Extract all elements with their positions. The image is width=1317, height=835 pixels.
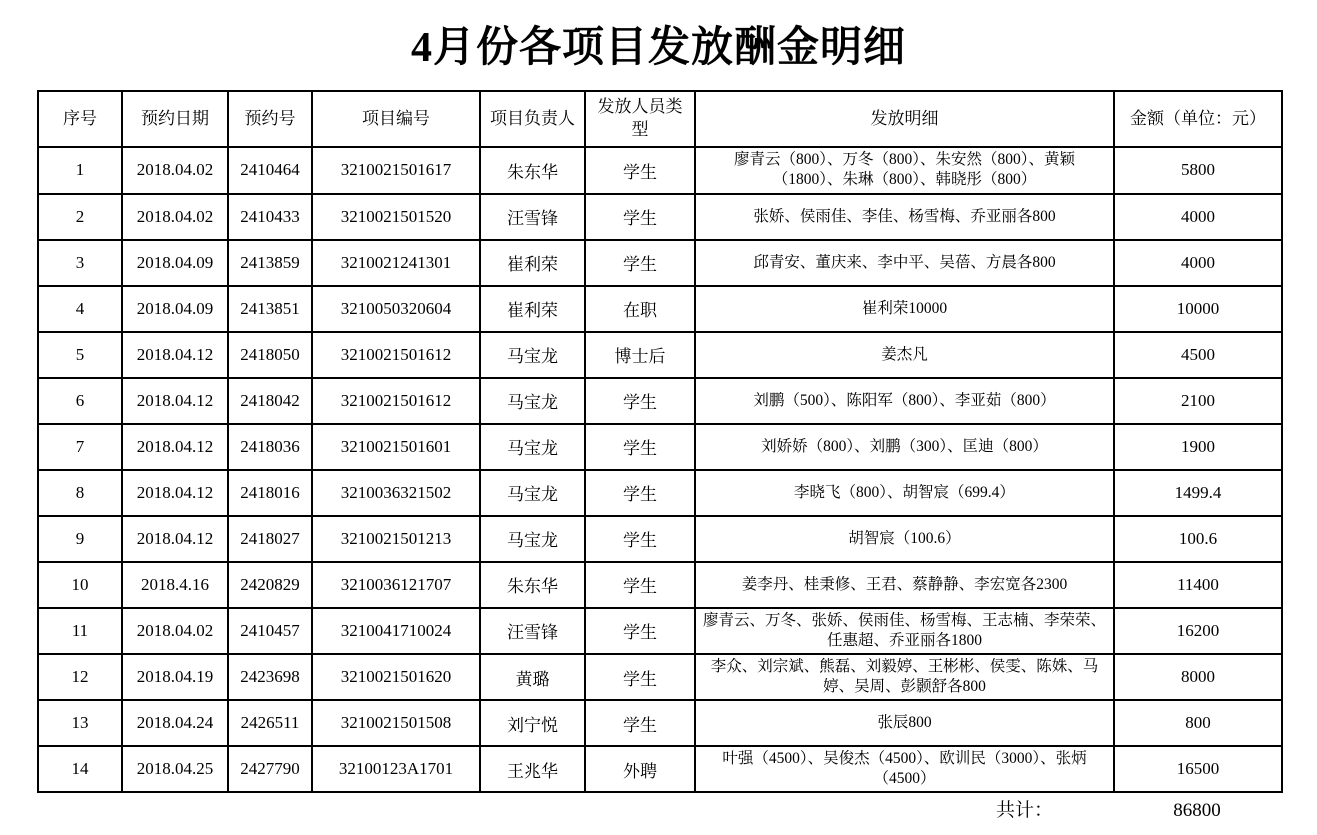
header-cell-type: 发放人员类型 [585, 91, 695, 147]
header-cell-project-no: 项目编号 [312, 91, 480, 147]
cell-leader: 朱东华 [480, 147, 585, 193]
cell-leader: 崔利荣 [480, 240, 585, 286]
cell-detail: 张娇、侯雨佳、李佳、杨雪梅、乔亚丽各800 [695, 194, 1114, 240]
table-header-row [38, 91, 1282, 147]
table-row [38, 194, 1282, 240]
cell-leader: 汪雪锋 [480, 194, 585, 240]
cell-leader: 马宝龙 [480, 516, 585, 562]
cell-project-no: 3210021501508 [312, 700, 480, 746]
cell-amount: 8000 [1114, 654, 1282, 700]
total-amount: 86800 [1173, 800, 1221, 822]
cell-project-no: 3210021501617 [312, 147, 480, 193]
cell-seq: 12 [38, 654, 122, 700]
table-row [38, 608, 1282, 654]
cell-seq: 3 [38, 240, 122, 286]
cell-seq: 11 [38, 608, 122, 654]
cell-date: 2018.04.12 [122, 332, 228, 378]
cell-type: 学生 [585, 562, 695, 608]
cell-reservation-no: 2413859 [228, 240, 312, 286]
page-title: 4月份各项目发放酬金明细 [410, 25, 906, 71]
cell-seq: 9 [38, 516, 122, 562]
cell-leader: 崔利荣 [480, 286, 585, 332]
table-row [38, 654, 1282, 700]
cell-amount: 11400 [1114, 562, 1282, 608]
cell-amount: 10000 [1114, 286, 1282, 332]
cell-seq: 6 [38, 378, 122, 424]
cell-date: 2018.4.16 [122, 562, 228, 608]
table-row [38, 286, 1282, 332]
cell-detail: 廖青云、万冬、张娇、侯雨佳、杨雪梅、王志楠、李荣荣、任惠超、乔亚丽各1800 [695, 608, 1114, 654]
cell-project-no: 3210021501620 [312, 654, 480, 700]
cell-type: 学生 [585, 378, 695, 424]
cell-detail: 李晓飞（800）、胡智宸（699.4） [695, 470, 1114, 516]
header-cell-detail: 发放明细 [695, 91, 1114, 147]
cell-type: 博士后 [585, 332, 695, 378]
cell-type: 学生 [585, 470, 695, 516]
cell-date: 2018.04.19 [122, 654, 228, 700]
cell-date: 2018.04.02 [122, 147, 228, 193]
cell-type: 在职 [585, 286, 695, 332]
cell-reservation-no: 2413851 [228, 286, 312, 332]
table-body [38, 147, 1282, 792]
table-row [38, 470, 1282, 516]
cell-amount: 5800 [1114, 147, 1282, 193]
cell-type: 学生 [585, 424, 695, 470]
cell-detail: 廖青云（800）、万冬（800）、朱安然（800）、黄颖（1800）、朱琳（800）、韩晓彤（800） [695, 147, 1114, 193]
cell-leader: 汪雪锋 [480, 608, 585, 654]
cell-detail: 邱青安、董庆来、李中平、吴蓓、方晨各800 [695, 240, 1114, 286]
cell-date: 2018.04.12 [122, 516, 228, 562]
cell-seq: 13 [38, 700, 122, 746]
cell-amount: 16500 [1114, 746, 1282, 792]
cell-type: 学生 [585, 654, 695, 700]
cell-seq: 2 [38, 194, 122, 240]
cell-reservation-no: 2418042 [228, 378, 312, 424]
cell-amount: 800 [1114, 700, 1282, 746]
cell-detail: 李众、刘宗斌、熊磊、刘毅婷、王彬彬、侯雯、陈姝、马婷、吴周、彭颢舒各800 [695, 654, 1114, 700]
cell-reservation-no: 2418016 [228, 470, 312, 516]
cell-type: 学生 [585, 147, 695, 193]
cell-date: 2018.04.02 [122, 194, 228, 240]
cell-project-no: 32100123A1701 [312, 746, 480, 792]
table-row [38, 424, 1282, 470]
header-cell-seq: 序号 [38, 91, 122, 147]
cell-date: 2018.04.09 [122, 240, 228, 286]
cell-detail: 姜李丹、桂秉修、王君、蔡静静、李宏宽各2300 [695, 562, 1114, 608]
cell-seq: 8 [38, 470, 122, 516]
header-cell-date: 预约日期 [122, 91, 228, 147]
cell-date: 2018.04.24 [122, 700, 228, 746]
cell-project-no: 3210041710024 [312, 608, 480, 654]
cell-amount: 1499.4 [1114, 470, 1282, 516]
cell-detail: 刘鹏（500）、陈阳军（800）、李亚茹（800） [695, 378, 1114, 424]
cell-amount: 1900 [1114, 424, 1282, 470]
cell-project-no: 3210036121707 [312, 562, 480, 608]
cell-type: 学生 [585, 194, 695, 240]
cell-detail: 胡智宸（100.6） [695, 516, 1114, 562]
table-row [38, 378, 1282, 424]
cell-reservation-no: 2418050 [228, 332, 312, 378]
cell-detail: 姜杰凡 [695, 332, 1114, 378]
cell-seq: 10 [38, 562, 122, 608]
cell-project-no: 3210021501520 [312, 194, 480, 240]
cell-reservation-no: 2410457 [228, 608, 312, 654]
cell-leader: 朱东华 [480, 562, 585, 608]
cell-date: 2018.04.02 [122, 608, 228, 654]
cell-seq: 14 [38, 746, 122, 792]
cell-leader: 黄璐 [480, 654, 585, 700]
cell-date: 2018.04.25 [122, 746, 228, 792]
table-row [38, 332, 1282, 378]
cell-date: 2018.04.12 [122, 424, 228, 470]
cell-detail: 刘娇娇（800）、刘鹏（300）、匡迪（800） [695, 424, 1114, 470]
payroll-table [37, 90, 1283, 793]
cell-project-no: 3210021501612 [312, 332, 480, 378]
table-row [38, 700, 1282, 746]
cell-leader: 刘宁悦 [480, 700, 585, 746]
cell-detail: 张辰800 [695, 700, 1114, 746]
cell-seq: 4 [38, 286, 122, 332]
cell-project-no: 3210021241301 [312, 240, 480, 286]
cell-leader: 马宝龙 [480, 424, 585, 470]
cell-amount: 4000 [1114, 194, 1282, 240]
cell-seq: 1 [38, 147, 122, 193]
total-row [37, 798, 1281, 824]
table-row [38, 516, 1282, 562]
cell-detail: 崔利荣10000 [695, 286, 1114, 332]
header-cell-amount: 金额（单位：元） [1114, 91, 1282, 147]
cell-reservation-no: 2427790 [228, 746, 312, 792]
cell-type: 学生 [585, 516, 695, 562]
table-row [38, 746, 1282, 792]
cell-leader: 马宝龙 [480, 470, 585, 516]
cell-date: 2018.04.12 [122, 470, 228, 516]
cell-date: 2018.04.12 [122, 378, 228, 424]
cell-leader: 马宝龙 [480, 332, 585, 378]
cell-leader: 马宝龙 [480, 378, 585, 424]
cell-seq: 7 [38, 424, 122, 470]
cell-reservation-no: 2418036 [228, 424, 312, 470]
table-row [38, 147, 1282, 193]
table-row [38, 240, 1282, 286]
cell-reservation-no: 2410464 [228, 147, 312, 193]
cell-amount: 16200 [1114, 608, 1282, 654]
table-row [38, 562, 1282, 608]
cell-reservation-no: 2426511 [228, 700, 312, 746]
cell-type: 学生 [585, 700, 695, 746]
cell-reservation-no: 2420829 [228, 562, 312, 608]
cell-amount: 4500 [1114, 332, 1282, 378]
cell-amount: 100.6 [1114, 516, 1282, 562]
header-cell-leader: 项目负责人 [480, 91, 585, 147]
cell-reservation-no: 2410433 [228, 194, 312, 240]
total-label: 共计： [995, 800, 1053, 822]
cell-project-no: 3210021501213 [312, 516, 480, 562]
cell-amount: 2100 [1114, 378, 1282, 424]
cell-reservation-no: 2418027 [228, 516, 312, 562]
cell-project-no: 3210021501601 [312, 424, 480, 470]
cell-leader: 王兆华 [480, 746, 585, 792]
cell-project-no: 3210036321502 [312, 470, 480, 516]
cell-date: 2018.04.09 [122, 286, 228, 332]
cell-seq: 5 [38, 332, 122, 378]
cell-type: 学生 [585, 608, 695, 654]
cell-project-no: 3210050320604 [312, 286, 480, 332]
header-cell-reservation-no: 预约号 [228, 91, 312, 147]
cell-detail: 叶强（4500）、吴俊杰（4500）、欧训民（3000）、张炳（4500） [695, 746, 1114, 792]
cell-project-no: 3210021501612 [312, 378, 480, 424]
cell-reservation-no: 2423698 [228, 654, 312, 700]
cell-type: 学生 [585, 240, 695, 286]
cell-type: 外聘 [585, 746, 695, 792]
cell-amount: 4000 [1114, 240, 1282, 286]
